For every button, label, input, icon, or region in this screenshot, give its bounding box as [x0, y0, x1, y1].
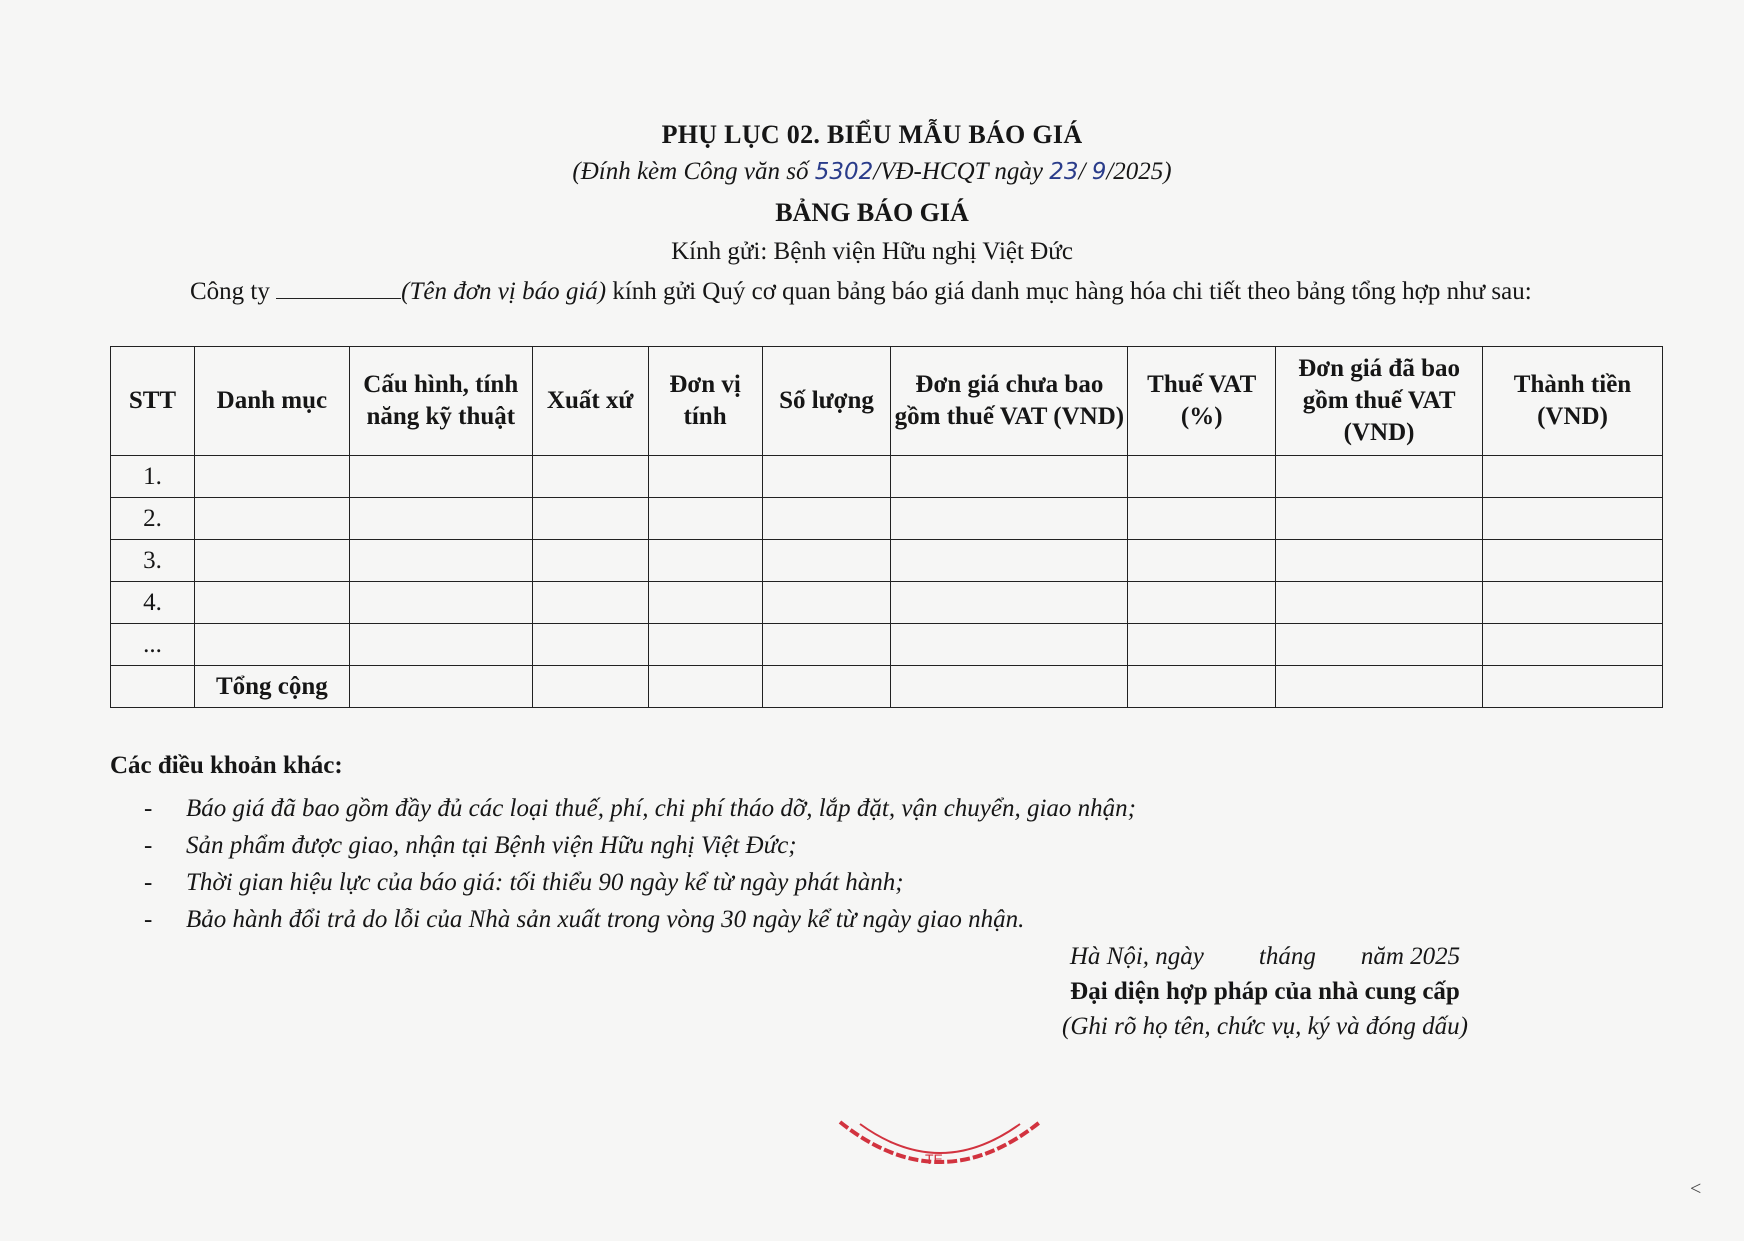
table-header-row — [111, 347, 1663, 456]
date-place: Hà Nội, ngày — [1069, 943, 1204, 970]
row-number: 2. — [111, 498, 195, 540]
table-row — [111, 582, 1663, 624]
row-number: ... — [111, 624, 195, 666]
table-row — [111, 540, 1663, 582]
row-number: 3. — [111, 540, 195, 582]
table-cell — [648, 582, 762, 624]
table-cell — [532, 540, 648, 582]
terms-title: Các điều khoản khác: — [110, 752, 343, 779]
table-cell — [762, 582, 891, 624]
table-cell — [1128, 540, 1276, 582]
col-header-origin: Xuất xứ — [532, 347, 648, 456]
stamp-inner-arc — [860, 1124, 1020, 1153]
table-cell — [532, 498, 648, 540]
term-text: Báo giá đã bao gồm đầy đủ các loại thuế, phí, chi phí tháo dỡ, lắp đặt, vận chuyển, giao nhận; — [186, 795, 1137, 822]
table-cell — [1483, 666, 1663, 708]
table-cell — [111, 666, 195, 708]
bullet-dash: - — [144, 906, 153, 933]
table-cell — [1483, 582, 1663, 624]
intro-company-prefix: Công ty — [190, 278, 277, 305]
total-label: Tổng cộng — [194, 666, 349, 708]
table-cell — [532, 582, 648, 624]
stamp-text: TE — [925, 1151, 943, 1167]
table-cell — [891, 666, 1128, 708]
table-cell — [891, 498, 1128, 540]
intro-text: kính gửi Quý cơ quan bảng báo giá danh mục hàng hóa chi tiết theo bảng tổng hợp như sau: — [606, 278, 1532, 305]
row-number: 1. — [111, 456, 195, 498]
table-cell — [194, 582, 349, 624]
date-separator: / — [1078, 158, 1092, 185]
table-cell — [349, 498, 532, 540]
table-row — [111, 624, 1663, 666]
table-row — [111, 456, 1663, 498]
attachment-mid: /VĐ-HCQT ngày — [873, 158, 1050, 185]
table-cell — [532, 456, 648, 498]
list-item — [110, 901, 1136, 938]
table-cell — [762, 624, 891, 666]
signature-representative: Đại diện hợp pháp của nhà cung cấp — [1070, 978, 1460, 1005]
intro-paragraph — [110, 274, 1670, 310]
table-cell — [1483, 624, 1663, 666]
quotation-subtitle: BẢNG BÁO GIÁ — [775, 198, 969, 227]
table-cell — [891, 582, 1128, 624]
terms-list — [110, 790, 1136, 938]
table-cell — [762, 456, 891, 498]
table-cell — [1276, 582, 1483, 624]
red-stamp-fragment — [830, 1112, 1050, 1192]
table-cell — [1276, 540, 1483, 582]
table-cell — [194, 540, 349, 582]
col-header-stt: STT — [111, 347, 195, 456]
col-header-amount: Thành tiền (VND) — [1483, 347, 1663, 456]
table-cell — [1483, 498, 1663, 540]
col-header-item: Danh mục — [194, 347, 349, 456]
col-header-price-excl-vat: Đơn giá chưa bao gồm thuế VAT (VND) — [891, 347, 1128, 456]
table-cell — [349, 624, 532, 666]
table-cell — [349, 540, 532, 582]
table-cell — [891, 456, 1128, 498]
term-text: Sản phẩm được giao, nhận tại Bệnh viện Hữu nghị Việt Đức; — [186, 832, 797, 859]
recipient-line: Kính gửi: Bệnh viện Hữu nghị Việt Đức — [671, 238, 1073, 265]
term-text: Bảo hành đổi trả do lỗi của Nhà sản xuất trong vòng 30 ngày kể từ ngày giao nhận. — [186, 906, 1025, 933]
table-cell — [1128, 498, 1276, 540]
list-item — [110, 790, 1136, 827]
col-header-vat-rate: Thuế VAT (%) — [1128, 347, 1276, 456]
table-cell — [1483, 456, 1663, 498]
appendix-title: PHỤ LỤC 02. BIỂU MẪU BÁO GIÁ — [661, 120, 1083, 149]
table-cell — [1276, 624, 1483, 666]
attachment-suffix: /2025) — [1106, 158, 1172, 185]
handwritten-month: 9 — [1091, 159, 1107, 185]
company-name-blank — [276, 278, 401, 299]
table-cell — [194, 456, 349, 498]
table-cell — [648, 624, 762, 666]
bullet-dash: - — [144, 832, 153, 859]
table-cell — [532, 624, 648, 666]
table-cell — [349, 666, 532, 708]
row-number: 4. — [111, 582, 195, 624]
table-cell — [1128, 624, 1276, 666]
term-text: Thời gian hiệu lực của báo giá: tối thiểu 90 ngày kể từ ngày phát hành; — [186, 869, 904, 896]
signature-note: (Ghi rõ họ tên, chức vụ, ký và đóng dấu) — [1062, 1013, 1468, 1040]
attachment-prefix: (Đính kèm Công văn số — [572, 158, 815, 185]
table-cell — [891, 624, 1128, 666]
table-cell — [762, 666, 891, 708]
list-item — [110, 827, 1136, 864]
table-cell — [1276, 498, 1483, 540]
table-total-row — [111, 666, 1663, 708]
table-cell — [194, 624, 349, 666]
table-cell — [349, 582, 532, 624]
company-name-hint: (Tên đơn vị báo giá) — [401, 278, 607, 305]
list-item — [110, 864, 1136, 901]
table-cell — [1128, 582, 1276, 624]
table-cell — [1483, 540, 1663, 582]
attachment-reference — [0, 158, 1744, 186]
col-header-unit: Đơn vị tính — [648, 347, 762, 456]
table-cell — [648, 498, 762, 540]
table-cell — [1276, 666, 1483, 708]
col-header-price-incl-vat: Đơn giá đã bao gồm thuế VAT (VND) — [1276, 347, 1483, 456]
bullet-dash: - — [144, 869, 153, 896]
col-header-specs: Cấu hình, tính năng kỹ thuật — [349, 347, 532, 456]
table-cell — [194, 498, 349, 540]
table-cell — [1276, 456, 1483, 498]
bullet-dash: - — [144, 795, 153, 822]
table-cell — [891, 540, 1128, 582]
table-cell — [1128, 666, 1276, 708]
table-cell — [762, 498, 891, 540]
quotation-table — [110, 346, 1663, 708]
table-cell — [762, 540, 891, 582]
handwritten-doc-number: 5302 — [814, 159, 874, 185]
table-cell — [648, 540, 762, 582]
handwritten-day: 23 — [1049, 159, 1079, 185]
date-year: năm 2025 — [1360, 943, 1461, 970]
table-cell — [648, 666, 762, 708]
signature-date-line — [1020, 943, 1510, 971]
col-header-quantity: Số lượng — [762, 347, 891, 456]
table-cell — [532, 666, 648, 708]
table-row — [111, 498, 1663, 540]
table-cell — [349, 456, 532, 498]
date-month: tháng — [1258, 943, 1316, 970]
table-cell — [648, 456, 762, 498]
table-cell — [1128, 456, 1276, 498]
edge-mark: < — [1690, 1178, 1702, 1200]
